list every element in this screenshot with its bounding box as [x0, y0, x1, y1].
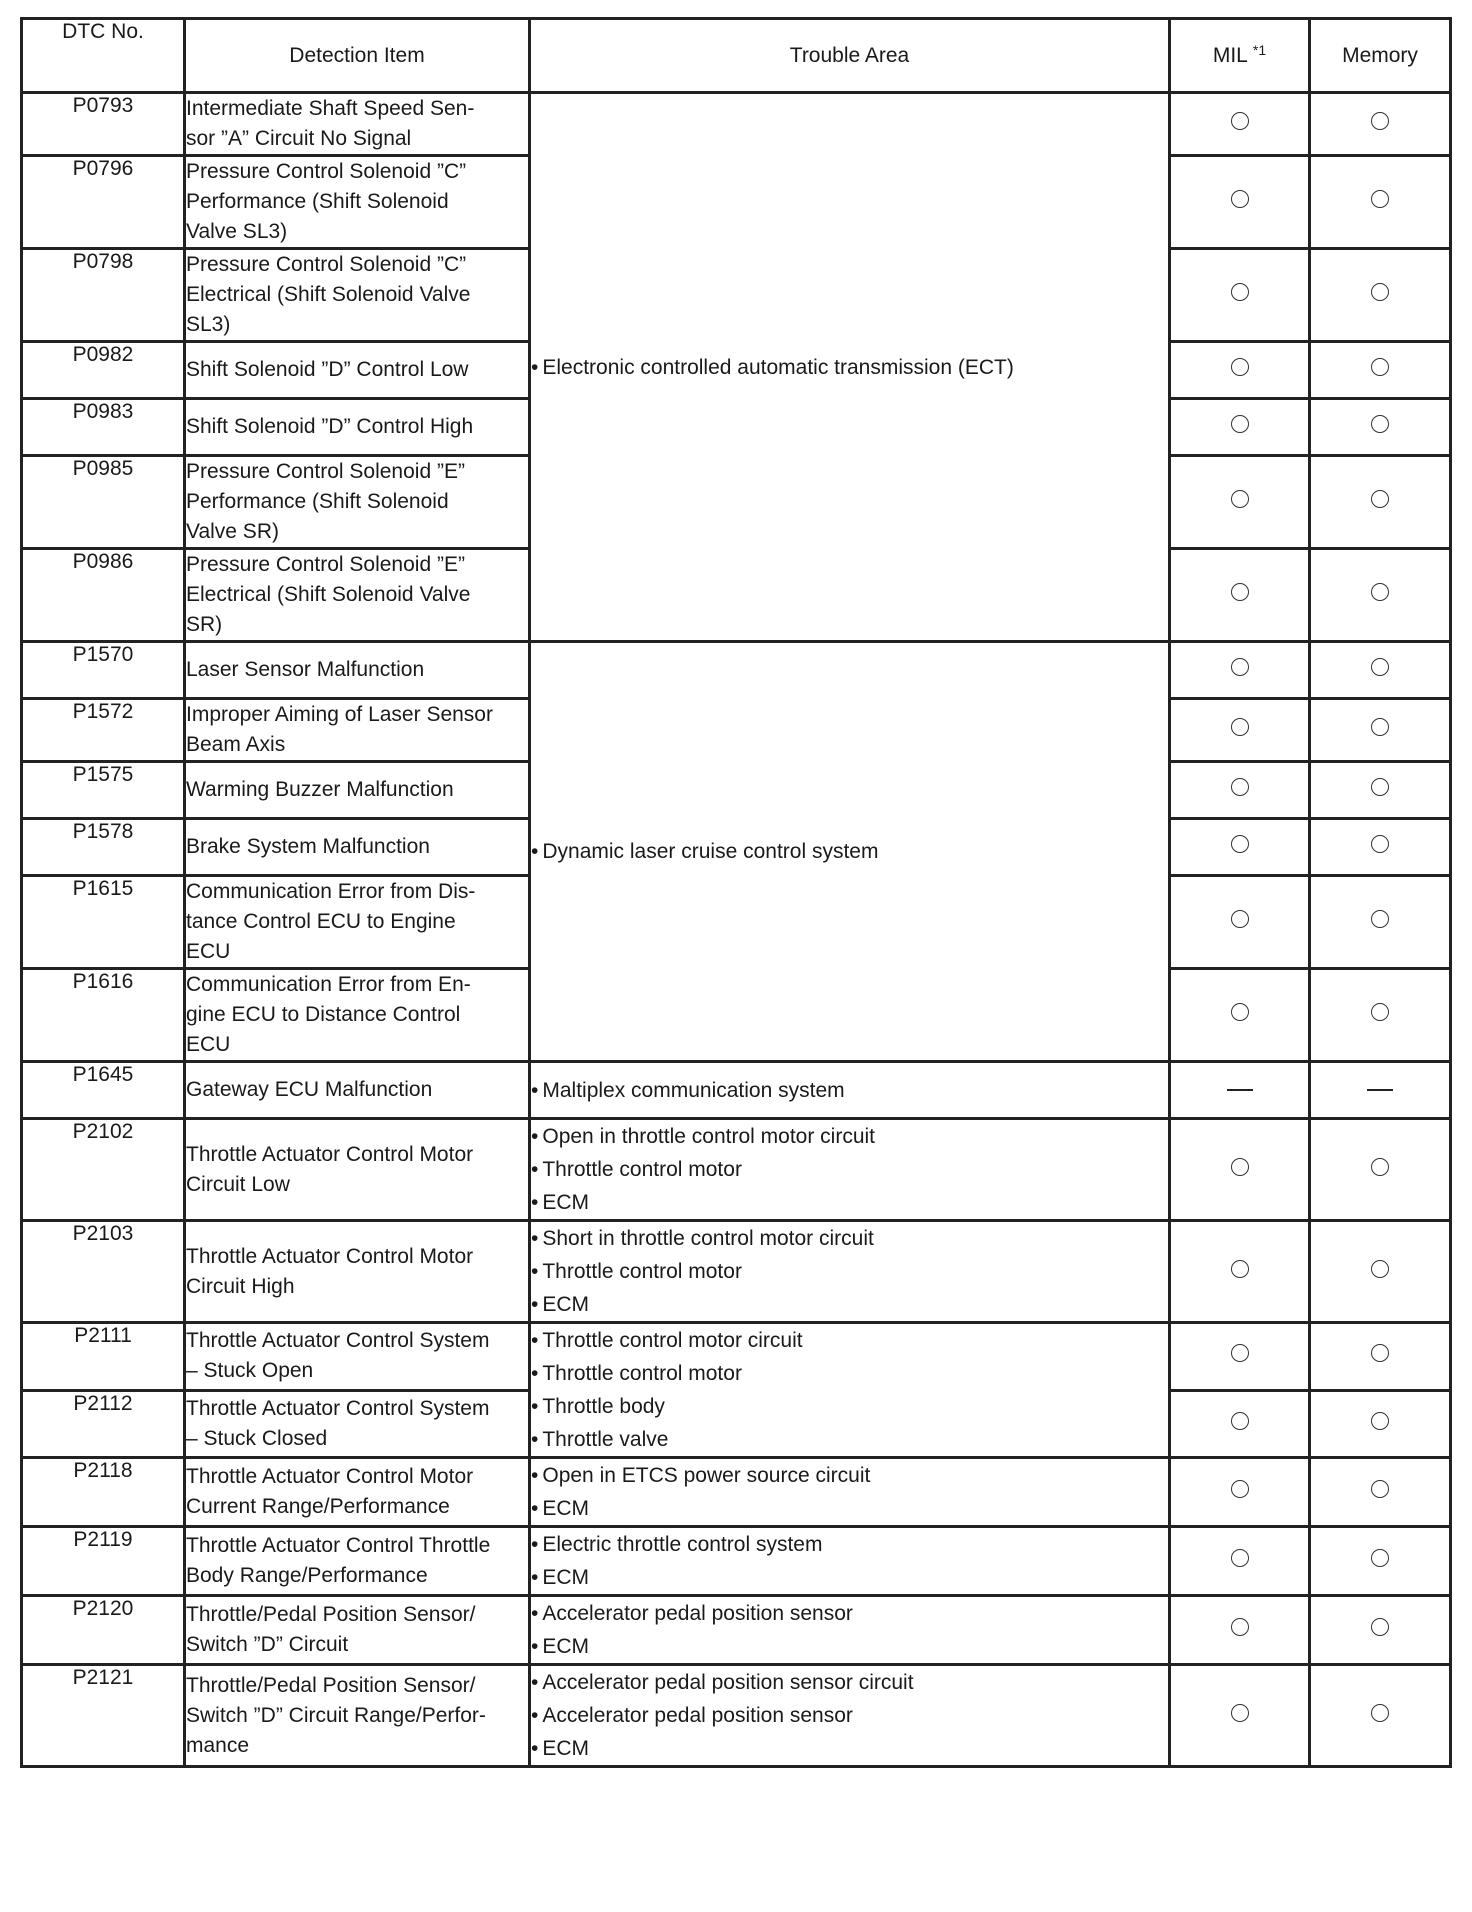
dtc-code-cell: P2103 [22, 1221, 185, 1323]
mil-cell [1170, 1665, 1310, 1767]
trouble-area-item: • Throttle body [531, 1390, 1168, 1423]
memory-cell [1310, 549, 1451, 642]
circle-mark [1371, 1003, 1389, 1021]
detection-item-cell: Communication Error from En- gine ECU to Distance Control ECU [185, 969, 530, 1062]
memory-cell [1310, 1596, 1451, 1665]
trouble-area-item: • ECM [531, 1288, 1168, 1321]
memory-cell [1310, 1323, 1451, 1391]
circle-mark [1231, 658, 1249, 676]
detection-item-cell: Intermediate Shaft Speed Sen- sor ”A” Circuit No Signal [185, 93, 530, 156]
memory-cell [1310, 1665, 1451, 1767]
circle-mark [1371, 1158, 1389, 1176]
circle-mark [1371, 1260, 1389, 1278]
trouble-area-item: • Dynamic laser cruise control system [531, 835, 1168, 868]
dtc-code-cell: P2121 [22, 1665, 185, 1767]
trouble-area-item: • Electric throttle control system [531, 1528, 1168, 1561]
detection-item-cell: Communication Error from Dis- tance Control ECU to Engine ECU [185, 876, 530, 969]
dtc-code-cell: P2119 [22, 1527, 185, 1596]
trouble-area-item: • ECM [531, 1630, 1168, 1663]
circle-mark [1231, 490, 1249, 508]
detection-item-cell: Pressure Control Solenoid ”C” Electrical (Shift Solenoid Valve SL3) [185, 249, 530, 342]
dtc-code-cell: P2118 [22, 1458, 185, 1527]
trouble-area-item: • Accelerator pedal position sensor [531, 1597, 1168, 1630]
detection-item-cell: Pressure Control Solenoid ”E” Electrical (Shift Solenoid Valve SR) [185, 549, 530, 642]
mil-cell [1170, 699, 1310, 762]
mil-cell [1170, 1458, 1310, 1527]
trouble-area-cell [530, 1323, 1170, 1458]
circle-mark [1371, 358, 1389, 376]
dtc-code-cell: P0986 [22, 549, 185, 642]
memory-cell [1310, 1062, 1451, 1119]
trouble-area-cell [530, 1527, 1170, 1596]
trouble-area-item: • Throttle control motor [531, 1357, 1168, 1390]
mil-cell [1170, 762, 1310, 819]
dtc-code-cell: P0798 [22, 249, 185, 342]
circle-mark [1371, 910, 1389, 928]
circle-mark [1231, 583, 1249, 601]
circle-mark [1371, 658, 1389, 676]
trouble-area-item: • ECM [531, 1492, 1168, 1525]
trouble-area-cell [530, 1458, 1170, 1527]
trouble-area-cell [530, 642, 1170, 1062]
header-mil [1170, 19, 1310, 93]
mil-cell [1170, 1119, 1310, 1221]
trouble-area-item: • Open in ETCS power source circuit [531, 1459, 1168, 1492]
detection-item-cell: Throttle Actuator Control Throttle Body Range/Performance [185, 1527, 530, 1596]
trouble-area-item: • ECM [531, 1561, 1168, 1594]
dtc-code-cell: P1578 [22, 819, 185, 876]
mil-cell [1170, 876, 1310, 969]
table-row [22, 1119, 1451, 1221]
mil-cell [1170, 1221, 1310, 1323]
dtc-code-cell: P2112 [22, 1390, 185, 1458]
table-row [22, 1458, 1451, 1527]
dtc-code-cell: P1615 [22, 876, 185, 969]
circle-mark [1231, 1618, 1249, 1636]
memory-cell [1310, 1390, 1451, 1458]
detection-item-cell: Throttle Actuator Control Motor Circuit High [185, 1221, 530, 1323]
circle-mark [1231, 283, 1249, 301]
circle-mark [1371, 283, 1389, 301]
table-row [22, 642, 1451, 699]
dtc-code-cell: P0982 [22, 342, 185, 399]
memory-cell [1310, 1458, 1451, 1527]
dtc-code-cell: P1645 [22, 1062, 185, 1119]
circle-mark [1231, 112, 1249, 130]
circle-mark [1231, 1704, 1249, 1722]
table-row [22, 1527, 1451, 1596]
memory-cell [1310, 699, 1451, 762]
detection-item-cell: Pressure Control Solenoid ”E” Performance (Shift Solenoid Valve SR) [185, 456, 530, 549]
circle-mark [1371, 1618, 1389, 1636]
mil-cell [1170, 819, 1310, 876]
circle-mark [1231, 910, 1249, 928]
detection-item-cell: Warming Buzzer Malfunction [185, 762, 530, 819]
trouble-area-cell [530, 1221, 1170, 1323]
mil-cell [1170, 1390, 1310, 1458]
trouble-area-item: • Throttle control motor circuit [531, 1324, 1168, 1357]
detection-item-cell: Laser Sensor Malfunction [185, 642, 530, 699]
detection-item-cell: Pressure Control Solenoid ”C” Performance (Shift Solenoid Valve SL3) [185, 156, 530, 249]
detection-item-cell: Throttle/Pedal Position Sensor/ Switch ”D” Circuit [185, 1596, 530, 1665]
dtc-code-cell: P1616 [22, 969, 185, 1062]
detection-item-cell: Gateway ECU Malfunction [185, 1062, 530, 1119]
dtc-code-cell: P2102 [22, 1119, 185, 1221]
table-row [22, 93, 1451, 156]
circle-mark [1231, 358, 1249, 376]
dtc-code-cell: P0985 [22, 456, 185, 549]
header-trouble-area: Trouble Area [530, 19, 1170, 93]
circle-mark [1231, 1003, 1249, 1021]
circle-mark [1371, 778, 1389, 796]
dtc-code-cell: P1572 [22, 699, 185, 762]
detection-item-cell: Throttle Actuator Control System – Stuck Open [185, 1323, 530, 1391]
mil-cell [1170, 456, 1310, 549]
dtc-code-cell: P1570 [22, 642, 185, 699]
table-row [22, 1665, 1451, 1767]
circle-mark [1231, 718, 1249, 736]
trouble-area-item: • ECM [531, 1186, 1168, 1219]
dtc-code-cell: P1575 [22, 762, 185, 819]
mil-cell [1170, 1062, 1310, 1119]
header-dtc-no: DTC No. [22, 19, 185, 93]
memory-cell [1310, 819, 1451, 876]
memory-cell [1310, 1527, 1451, 1596]
circle-mark [1371, 835, 1389, 853]
trouble-area-cell [530, 1665, 1170, 1767]
circle-mark [1371, 718, 1389, 736]
trouble-area-cell [530, 93, 1170, 642]
memory-cell [1310, 399, 1451, 456]
circle-mark [1231, 1480, 1249, 1498]
circle-mark [1231, 1549, 1249, 1567]
dtc-code-cell: P0796 [22, 156, 185, 249]
circle-mark [1231, 778, 1249, 796]
trouble-area-cell [530, 1119, 1170, 1221]
trouble-area-item: • Throttle control motor [531, 1255, 1168, 1288]
dtc-code-cell: P2111 [22, 1323, 185, 1391]
memory-cell [1310, 762, 1451, 819]
circle-mark [1371, 1344, 1389, 1362]
mil-cell [1170, 642, 1310, 699]
circle-mark [1231, 415, 1249, 433]
trouble-area-item: • Throttle control motor [531, 1153, 1168, 1186]
dtc-code-cell: P0793 [22, 93, 185, 156]
dtc-code-cell: P2120 [22, 1596, 185, 1665]
memory-cell [1310, 249, 1451, 342]
circle-mark [1231, 835, 1249, 853]
dtc-code-cell: P0983 [22, 399, 185, 456]
trouble-area-item: • Electronic controlled automatic transmission (ECT) [531, 351, 1168, 384]
mil-cell [1170, 549, 1310, 642]
detection-item-cell: Improper Aiming of Laser Sensor Beam Axis [185, 699, 530, 762]
table-row [22, 1323, 1451, 1391]
circle-mark [1371, 112, 1389, 130]
circle-mark [1371, 1412, 1389, 1430]
trouble-area-item: • ECM [531, 1732, 1168, 1765]
trouble-area-cell [530, 1596, 1170, 1665]
memory-cell [1310, 456, 1451, 549]
table-row [22, 1062, 1451, 1119]
header-detection-item: Detection Item [185, 19, 530, 93]
circle-mark [1371, 583, 1389, 601]
circle-mark [1371, 415, 1389, 433]
detection-item-cell: Throttle Actuator Control Motor Circuit Low [185, 1119, 530, 1221]
circle-mark [1231, 1158, 1249, 1176]
header-memory: Memory [1310, 19, 1451, 93]
dtc-table [20, 17, 1452, 1768]
trouble-area-item: • Open in throttle control motor circuit [531, 1120, 1168, 1153]
mil-cell [1170, 1527, 1310, 1596]
mil-cell [1170, 342, 1310, 399]
detection-item-cell: Shift Solenoid ”D” Control Low [185, 342, 530, 399]
memory-cell [1310, 156, 1451, 249]
trouble-area-item: • Throttle valve [531, 1423, 1168, 1456]
table-row [22, 1596, 1451, 1665]
memory-cell [1310, 1221, 1451, 1323]
mil-cell [1170, 399, 1310, 456]
circle-mark [1231, 1344, 1249, 1362]
memory-cell [1310, 642, 1451, 699]
mil-cell [1170, 249, 1310, 342]
circle-mark [1371, 1704, 1389, 1722]
memory-cell [1310, 1119, 1451, 1221]
circle-mark [1231, 1412, 1249, 1430]
header-mil-label: MIL [1212, 43, 1248, 67]
circle-mark [1231, 190, 1249, 208]
trouble-area-item: • Maltiplex communication system [531, 1074, 1168, 1107]
memory-cell [1310, 876, 1451, 969]
header-row [22, 19, 1451, 93]
header-mil-footnote: *1 [1252, 41, 1267, 58]
detection-item-cell: Shift Solenoid ”D” Control High [185, 399, 530, 456]
table-row [22, 1221, 1451, 1323]
dash-mark [1367, 1089, 1393, 1091]
detection-item-cell: Throttle/Pedal Position Sensor/ Switch ”D” Circuit Range/Perfor- mance [185, 1665, 530, 1767]
mil-cell [1170, 1323, 1310, 1391]
memory-cell [1310, 969, 1451, 1062]
memory-cell [1310, 342, 1451, 399]
detection-item-cell: Brake System Malfunction [185, 819, 530, 876]
circle-mark [1371, 1480, 1389, 1498]
trouble-area-item: • Accelerator pedal position sensor [531, 1699, 1168, 1732]
circle-mark [1371, 190, 1389, 208]
detection-item-cell: Throttle Actuator Control Motor Current Range/Performance [185, 1458, 530, 1527]
mil-cell [1170, 93, 1310, 156]
mil-cell [1170, 156, 1310, 249]
trouble-area-cell [530, 1062, 1170, 1119]
circle-mark [1231, 1260, 1249, 1278]
detection-item-cell: Throttle Actuator Control System – Stuck Closed [185, 1390, 530, 1458]
dash-mark [1227, 1089, 1253, 1091]
circle-mark [1371, 490, 1389, 508]
mil-cell [1170, 969, 1310, 1062]
memory-cell [1310, 93, 1451, 156]
trouble-area-item: • Short in throttle control motor circuit [531, 1222, 1168, 1255]
circle-mark [1371, 1549, 1389, 1567]
trouble-area-item: • Accelerator pedal position sensor circuit [531, 1666, 1168, 1699]
mil-cell [1170, 1596, 1310, 1665]
